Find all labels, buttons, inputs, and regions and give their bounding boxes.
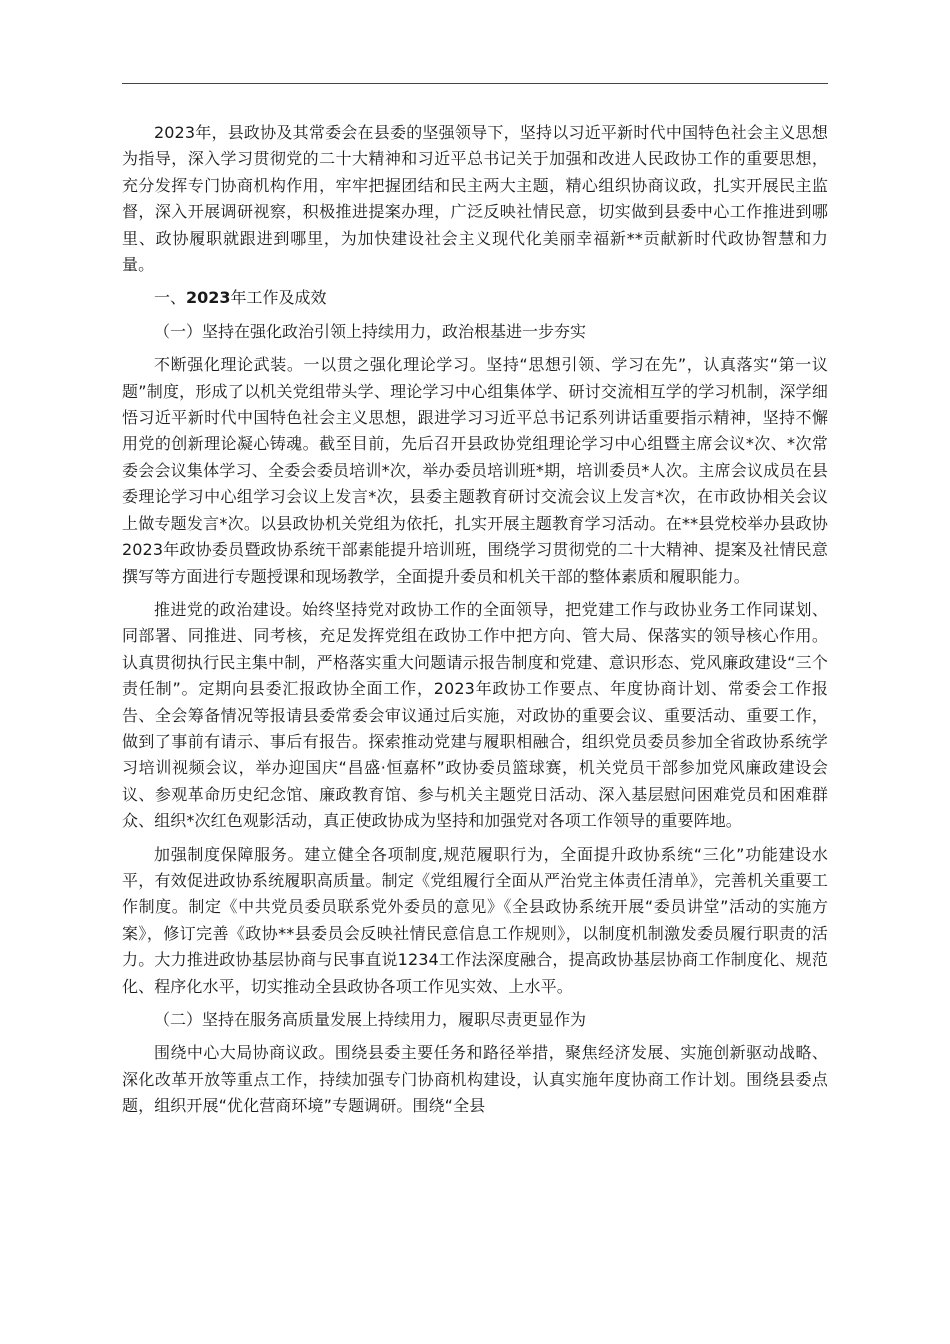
intro-paragraph: 2023年，县政协及其常委会在县委的坚强领导下，坚持以习近平新时代中国特色社会主义思想为指导，深入学习贯彻党的二十大精神和习近平总书记关于加强和改进人民政协工作的重要思想，充分发挥专门协商机构作用，牢牢把握团结和民主两大主题，精心组织协商议政，扎实开展民主监督，深入开展调研视察，积极推进提案办理，广泛反映社情民意，切实做到县委中心工作推进到哪里、政协履职就跟进到哪里，为加快建设社会主义现代化美丽幸福新**贡献新时代政协智慧和力量。: [122, 123, 828, 275]
section-heading: [122, 285, 828, 311]
paragraph-theory: 不断强化理论武装。一以贯之强化理论学习。坚持“思想引领、学习在先”，认真落实“第一议题”制度，形成了以机关党组带头学、理论学习中心组集体学、研讨交流相互学的学习机制，深学细悟习近平新时代中国特色社会主义思想，跟进学习习近平总书记系列讲话重要指示精神，坚持不懈用党的创新理论凝心铸魂。截至目前，先后召开县政协党组理论学习中心组暨主席会议*次、*次常委会会议集体学习、全委会委员培训*次，举办委员培训班*期，培训委员*人次。主席会议成员在县委理论学习中心组学习会议上发言*次，县委主题教育研讨交流会议上发言*次，在市政协相关会议上做专题发言*次。以县政协机关党组为依托，扎实开展主题教育学习活动。在**县党校举办县政协2023年政协委员暨政协系统干部素能提升培训班，围绕学习贯彻党的二十大精神、提案及社情民意撰写等方面进行专题授课和现场教学，全面提升委员和机关干部的整体素质和履职能力。: [122, 355, 828, 586]
paragraph-institutions: 加强制度保障服务。建立健全各项制度,规范履职行为，全面提升政协系统“三化”功能建设水平，有效促进政协系统履职高质量。制定《党组履行全面从严治党主体责任清单》，完善机关重要工作制度。制定《中共党员委员联系党外委员的意见》《全县政协系统开展“委员讲堂”活动的实施方案》，修订完善《政协**县委员会反映社情民意信息工作规则》，以制度机制激发委员履行职责的活力。大力推进政协基层协商与民事直说1234工作法深度融合，提高政协基层协商工作制度化、规范化、程序化水平，切实推动全县政协各项工作见实效、上水平。: [122, 844, 828, 996]
header-rule: [122, 83, 828, 84]
subsection-heading-2: （二）坚持在服务高质量发展上持续用力，履职尽责更显作为: [154, 1010, 587, 1029]
paragraph-party-building: 推进党的政治建设。始终坚持党对政协工作的全面领导，把党建工作与政协业务工作同谋划、同部署、同推进、同考核，充足发挥党组在政协工作中把方向、管大局、保落实的领导核心作用。认真贯彻执行民主集中制，严格落实重大问题请示报告制度和党建、意识形态、党风廉政建设“三个责任制”。定期向县委汇报政协全面工作，2023年政协工作要点、年度协商计划、常委会工作报告、全会筹备情况等报请县委常委会审议通过后实施，对政协的重要会议、重要活动、重要工作，做到了事前有请示、事后有报告。探索推动党建与履职相融合，组织党员委员参加全省政协系统学习培训视频会议，举办迎国庆“昌盛·恒嘉杯”政协委员篮球赛，机关党员干部参加党风廉政建设会议、参观革命历史纪念馆、廉政教育馆、参与机关主题党日活动、深入基层慰问困难党员和困难群众、组织*次红色观影活动，真正使政协成为坚持和加强党对各项工作领导的重要阵地。: [122, 599, 828, 831]
section-suffix: 年工作及成效: [230, 288, 327, 308]
paragraph-consultation: 围绕中心大局协商议政。围绕县委主要任务和路径举措，聚焦经济发展、实施创新驱动战略、深化改革开放等重点工作，持续加强专门协商机构建设，认真实施年度协商工作计划。围绕县委点题，组织开展“优化营商环境”专题调研。围绕“全县: [122, 1043, 828, 1116]
section-year: 2023: [186, 288, 231, 308]
document-body: [122, 120, 828, 1127]
subsection-heading-1: （一）坚持在强化政治引领上持续用力，政治根基进一步夯实: [154, 321, 587, 341]
section-prefix: 一、: [154, 288, 187, 308]
